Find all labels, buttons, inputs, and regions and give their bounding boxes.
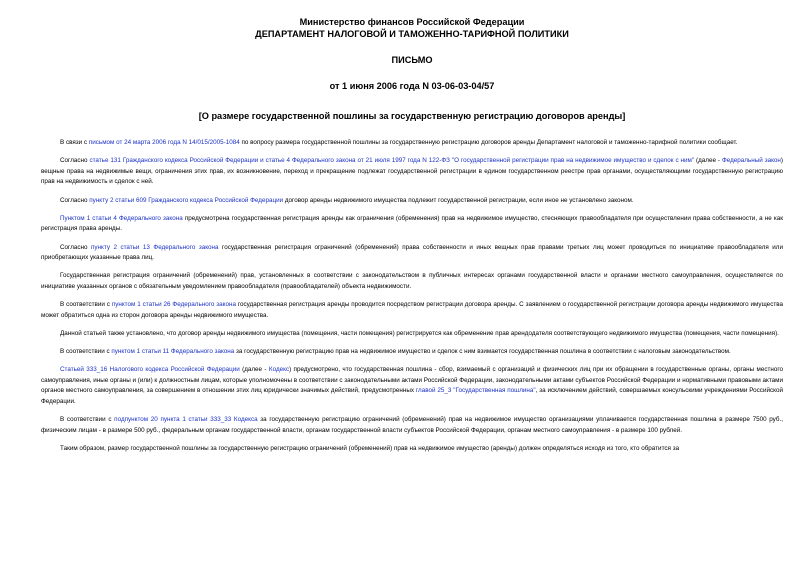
- document-link[interactable]: Кодекс: [268, 366, 290, 374]
- document-link[interactable]: пунктом 1 статьи 26 Федерального закона: [111, 301, 236, 309]
- ministry-name: Министерство финансов Российской Федерации: [299, 17, 525, 27]
- paragraph: [41, 415, 783, 436]
- paragraph-text: (далее -: [239, 366, 269, 374]
- paragraph-text: ) предусмотрено, что государственная пошлина - сбор, взимаемый с организаций и физических лиц при их обращении в государственные органы, органы местного самоуправления, иные органы и (или) к должностным лицам, которые уполномочены в соответствии с законодательными актами Российской Федерации, законодательными актами субъектов Российской Федерации и нормативными правовыми актами органов местного самоуправления, за совершением в отношении этих лиц юридически значимых действий, предусмотренных: [41, 366, 783, 395]
- paragraph-text: Согласно: [60, 196, 90, 204]
- paragraph: [41, 347, 783, 358]
- paragraph: [41, 271, 783, 292]
- document-link[interactable]: пункту 2 статьи 13 Федерального закона: [91, 243, 219, 251]
- document-link[interactable]: пунктом 1 статьи 11 Федерального закона: [111, 348, 235, 356]
- document-link[interactable]: подпунктом 20 пункта 1 статьи 333_33 Кодекса: [114, 416, 258, 424]
- paragraph: [41, 365, 783, 407]
- paragraph-text: ) вещные права на недвижимые вещи, ограничения этих прав, их возникновение, переход и прекращение подлежат государственной регистрации в едином государственном реестре прав органами, осуществляющими государственную регистрацию прав на недвижимость и сделок с ней.: [41, 157, 783, 186]
- document-link[interactable]: Статьей 333_16 Налогового кодекса Российской Федерации: [60, 366, 240, 374]
- paragraph: [41, 214, 783, 235]
- document-link[interactable]: пункту 2 статьи 609 Гражданского кодекса Российской Федерации: [89, 196, 284, 204]
- paragraph: [41, 138, 783, 149]
- paragraph-text: за государственную регистрацию прав на недвижимое имущество и сделок с ним взимается государственная пошлина в соответствии с налоговым законодательством.: [234, 348, 731, 356]
- paragraph-text: Согласно: [60, 243, 91, 251]
- document-subject: [О размере государственной пошлины за государственную регистрацию договоров аренды]: [198, 111, 626, 121]
- paragraph-text: договор аренды недвижимого имущества подлежит государственной регистрации, если иное не установлено законом.: [283, 196, 634, 204]
- department-name: ДЕПАРТАМЕНТ НАЛОГОВОЙ И ТАМОЖЕННО-ТАРИФНОЙ ПОЛИТИКИ: [255, 29, 569, 39]
- document-link[interactable]: Федеральный закон: [721, 157, 781, 165]
- paragraph-text: , за исключением действий, совершаемых консульскими учреждениями Российской Федерации.: [41, 387, 783, 406]
- paragraph-text: Таким образом, размер государственной пошлины за государственную регистрацию ограничений (обременений) прав на недвижимое имущество (аренды) должен определяться исходя из того, кто обратится за: [60, 445, 680, 452]
- paragraph-text: государственная регистрация ограничений (обременений) права собственности и иных вещных прав правами третьих лиц может проводиться по инициативе правообладателя или приобретающих указанные права лиц.: [41, 243, 783, 262]
- document-body: [41, 138, 783, 455]
- paragraph-text: государственная регистрация аренды проводится посредством регистрации договора аренды. С заявлением о государственной регистрации договора аренды недвижимого имущества может обратиться одна из сторон договора аренды недвижимого имущества.: [41, 301, 783, 319]
- document-link[interactable]: письмом от 24 марта 2006 года N 14/015/2005-1084: [88, 139, 240, 146]
- document-date-number: от 1 июня 2006 года N 03-06-03-04/57: [329, 81, 495, 91]
- paragraph-text: по вопросу размера государственной пошлины за государственную регистрацию договоров аренды Департамент налоговой и таможенно-тарифной политики сообщает.: [239, 139, 738, 146]
- paragraph-text: Согласно: [60, 157, 90, 165]
- document-type: ПИСЬМО: [391, 55, 433, 65]
- paragraph: [41, 329, 783, 340]
- document-link[interactable]: главой 25_3 "Государственная пошлина": [415, 387, 536, 395]
- paragraph-text: (далее -: [694, 157, 722, 165]
- paragraph-text: В соответствии с: [60, 416, 115, 424]
- paragraph: [41, 243, 783, 264]
- paragraph: [41, 156, 783, 188]
- paragraph: [41, 300, 783, 321]
- paragraph-text: В соответствии с: [60, 348, 112, 356]
- paragraph: [41, 444, 783, 455]
- paragraph-text: за государственную регистрацию ограничений (обременений) прав на недвижимое имущество организациями уплачивается государственная пошлина в размере 7500 руб., физическим лицам - в размере 500 руб., федеральным органам государственной власти, органам государственной власти субъектов Российской Федерации, органам местного самоуправления - в размере 100 рублей.: [41, 416, 784, 434]
- paragraph-text: В связи с: [60, 139, 89, 146]
- paragraph-text: предусмотрена государственная регистрация аренды как ограничения (обременения) прав на недвижимое имущество, стесняющих правообладателя при осуществлении права собственности, а не как регистрация права аренды.: [41, 214, 783, 233]
- paragraph-text: Государственная регистрация ограничений (обременений) прав, установленных в соответствии с законодательством в публичных интересах органами государственной власти и органами местного самоуправления, осуществляется по инициативе указанных органов с обязательным уведомлением правообладателя (правообладателей) объекта недвижимости.: [41, 272, 783, 290]
- paragraph-text: В соответствии с: [60, 301, 112, 309]
- paragraph: [41, 196, 783, 207]
- paragraph-text: Данной статьей также установлено, что договор аренды недвижимого имущества (помещения, части помещения) регистрируется как обременение прав арендодателя соответствующего недвижимого имущества (помещения, части помещения).: [60, 329, 779, 337]
- document-link[interactable]: статье 131 Гражданского кодекса Российской Федерации и статье 4 Федерального закона от 21 июля 1997 года N 122-ФЗ "О государственной регистрации прав на недвижимое имущество и сделок с ним": [89, 157, 695, 165]
- document-link[interactable]: Пунктом 1 статьи 4 Федерального закона: [60, 214, 183, 222]
